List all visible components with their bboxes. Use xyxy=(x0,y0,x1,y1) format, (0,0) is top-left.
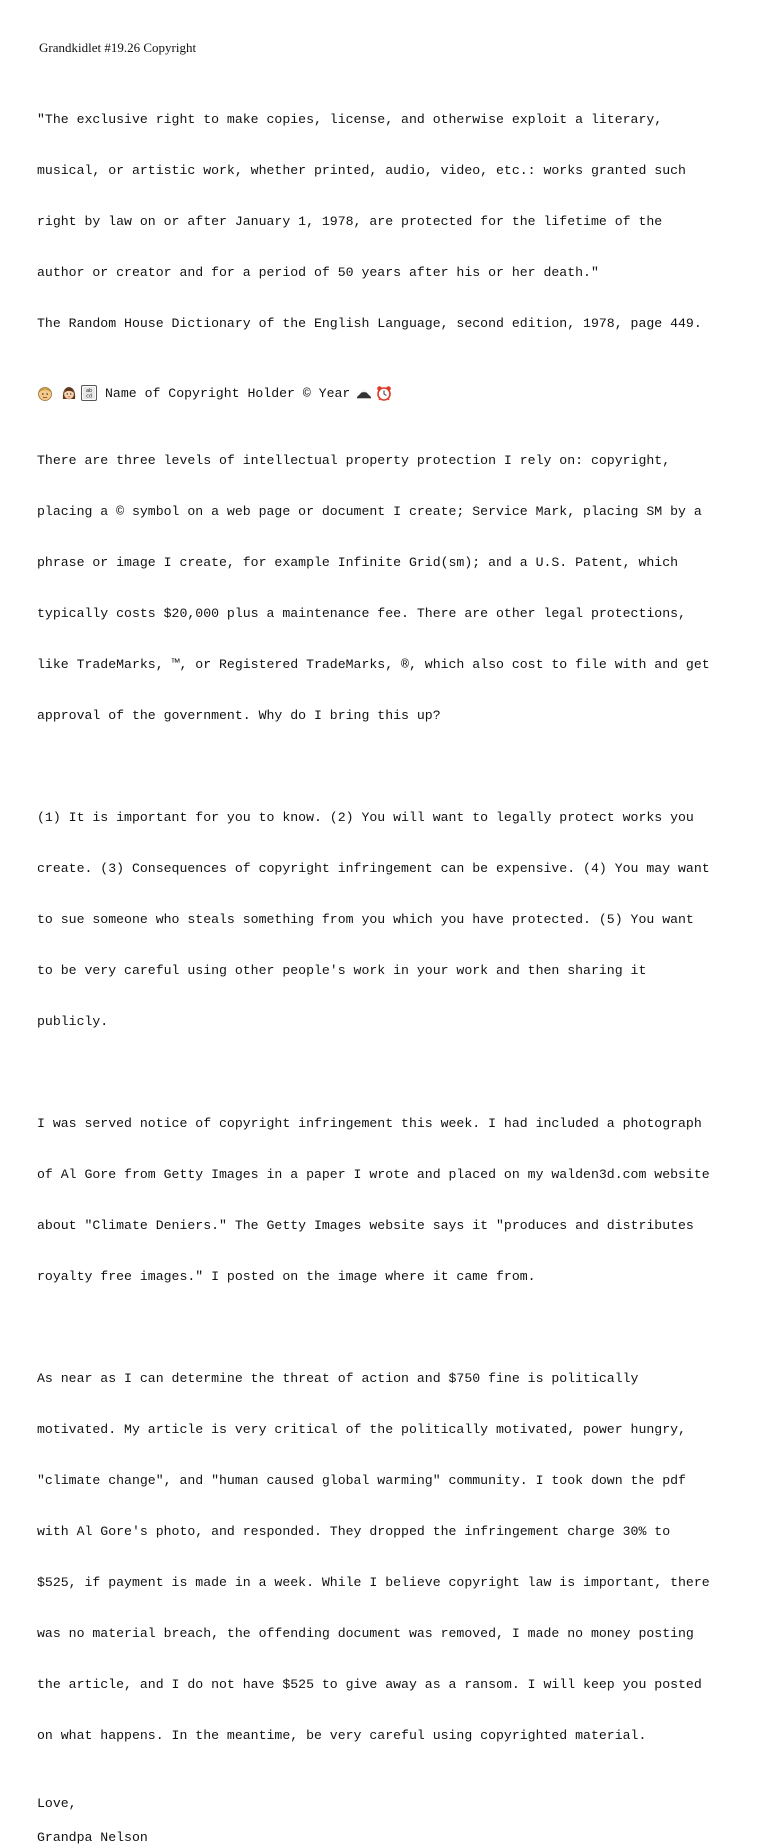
paragraph-line: typically costs $20,000 plus a maintenance fee. There are other legal protections, xyxy=(37,606,686,621)
quote-line: musical, or artistic work, whether printed, audio, video, etc.: works granted such xyxy=(37,163,686,178)
paragraph-line: phrase or image I create, for example Infinite Grid(sm); and a U.S. Patent, which xyxy=(37,555,679,570)
copyright-notice-row xyxy=(37,383,757,403)
signature: Grandpa Nelson xyxy=(37,1830,148,1845)
closing-line: Love, xyxy=(37,1796,77,1811)
quote-citation: The Random House Dictionary of the English Language, second edition, 1978, page 449. xyxy=(37,316,702,331)
page-title: Grandkidlet #19.26 Copyright xyxy=(39,40,197,55)
paragraph-line: placing a © symbol on a web page or document I create; Service Mark, placing SM by a xyxy=(37,504,702,519)
paragraph-line: "climate change", and "human caused global warming" community. I took down the pdf xyxy=(37,1473,686,1488)
paragraph-response xyxy=(37,1336,757,1778)
paragraph-line: of Al Gore from Getty Images in a paper I wrote and placed on my walden3d.com website xyxy=(37,1167,710,1182)
svg-text:ab: ab xyxy=(85,388,93,395)
paragraph-line: approval of the government. Why do I bring this up? xyxy=(37,708,441,723)
paragraph-line: I was served notice of copyright infringement this week. I had included a photograph xyxy=(37,1116,702,1131)
paragraph-line: (1) It is important for you to know. (2) You will want to legally protect works you xyxy=(37,810,694,825)
paragraph-protection-levels xyxy=(37,418,757,758)
paragraph-line: royalty free images." I posted on the image where it came from. xyxy=(37,1269,536,1284)
paragraph-line: with Al Gore's photo, and responded. They dropped the infringement charge 30% to xyxy=(37,1524,671,1539)
paragraph-line: about "Climate Deniers." The Getty Images website says it "produces and distributes xyxy=(37,1218,694,1233)
quote-line: right by law on or after January 1, 1978, are protected for the lifetime of the xyxy=(37,214,663,229)
boy-face-icon xyxy=(37,385,53,401)
alarm-clock-icon xyxy=(376,385,392,401)
quote-line: "The exclusive right to make copies, license, and otherwise exploit a literary, xyxy=(37,112,663,127)
paragraph-line: on what happens. In the meantime, be very careful using copyrighted material. xyxy=(37,1728,647,1743)
paragraph-line: to sue someone who steals something from you which you have protected. (5) You want xyxy=(37,912,694,927)
svg-text:cd: cd xyxy=(85,393,93,400)
paragraph-line: motivated. My article is very critical of the politically motivated, power hungry, xyxy=(37,1422,686,1437)
paragraph-reasons xyxy=(37,775,757,1064)
paragraph-line: $525, if payment is made in a week. While I believe copyright law is important, there xyxy=(37,1575,710,1590)
paragraph-infringement-notice xyxy=(37,1081,757,1319)
copyright-notice-text: Name of Copyright Holder © Year xyxy=(105,385,351,401)
document-page xyxy=(37,40,757,1846)
paragraph-line: was no material breach, the offending document was removed, I made no money posting xyxy=(37,1626,694,1641)
paragraph-line: There are three levels of intellectual property protection I rely on: copyright, xyxy=(37,453,671,468)
woman-face-icon xyxy=(61,385,77,401)
paragraph-line: to be very careful using other people's work in your work and then sharing it xyxy=(37,963,647,978)
abcd-input-icon xyxy=(81,385,97,401)
paragraph-line: As near as I can determine the threat of action and $750 fine is politically xyxy=(37,1371,639,1386)
paragraph-line: create. (3) Consequences of copyright infringement can be expensive. (4) You may want xyxy=(37,861,710,876)
dictionary-quote xyxy=(37,77,757,366)
paragraph-line: like TradeMarks, ™, or Registered TradeMarks, ®, which also cost to file with and get xyxy=(37,657,710,672)
hill-icon xyxy=(356,385,372,401)
paragraph-line: the article, and I do not have $525 to give away as a ransom. I will keep you posted xyxy=(37,1677,702,1692)
paragraph-line: publicly. xyxy=(37,1014,109,1029)
quote-line: author or creator and for a period of 50 years after his or her death." xyxy=(37,265,599,280)
